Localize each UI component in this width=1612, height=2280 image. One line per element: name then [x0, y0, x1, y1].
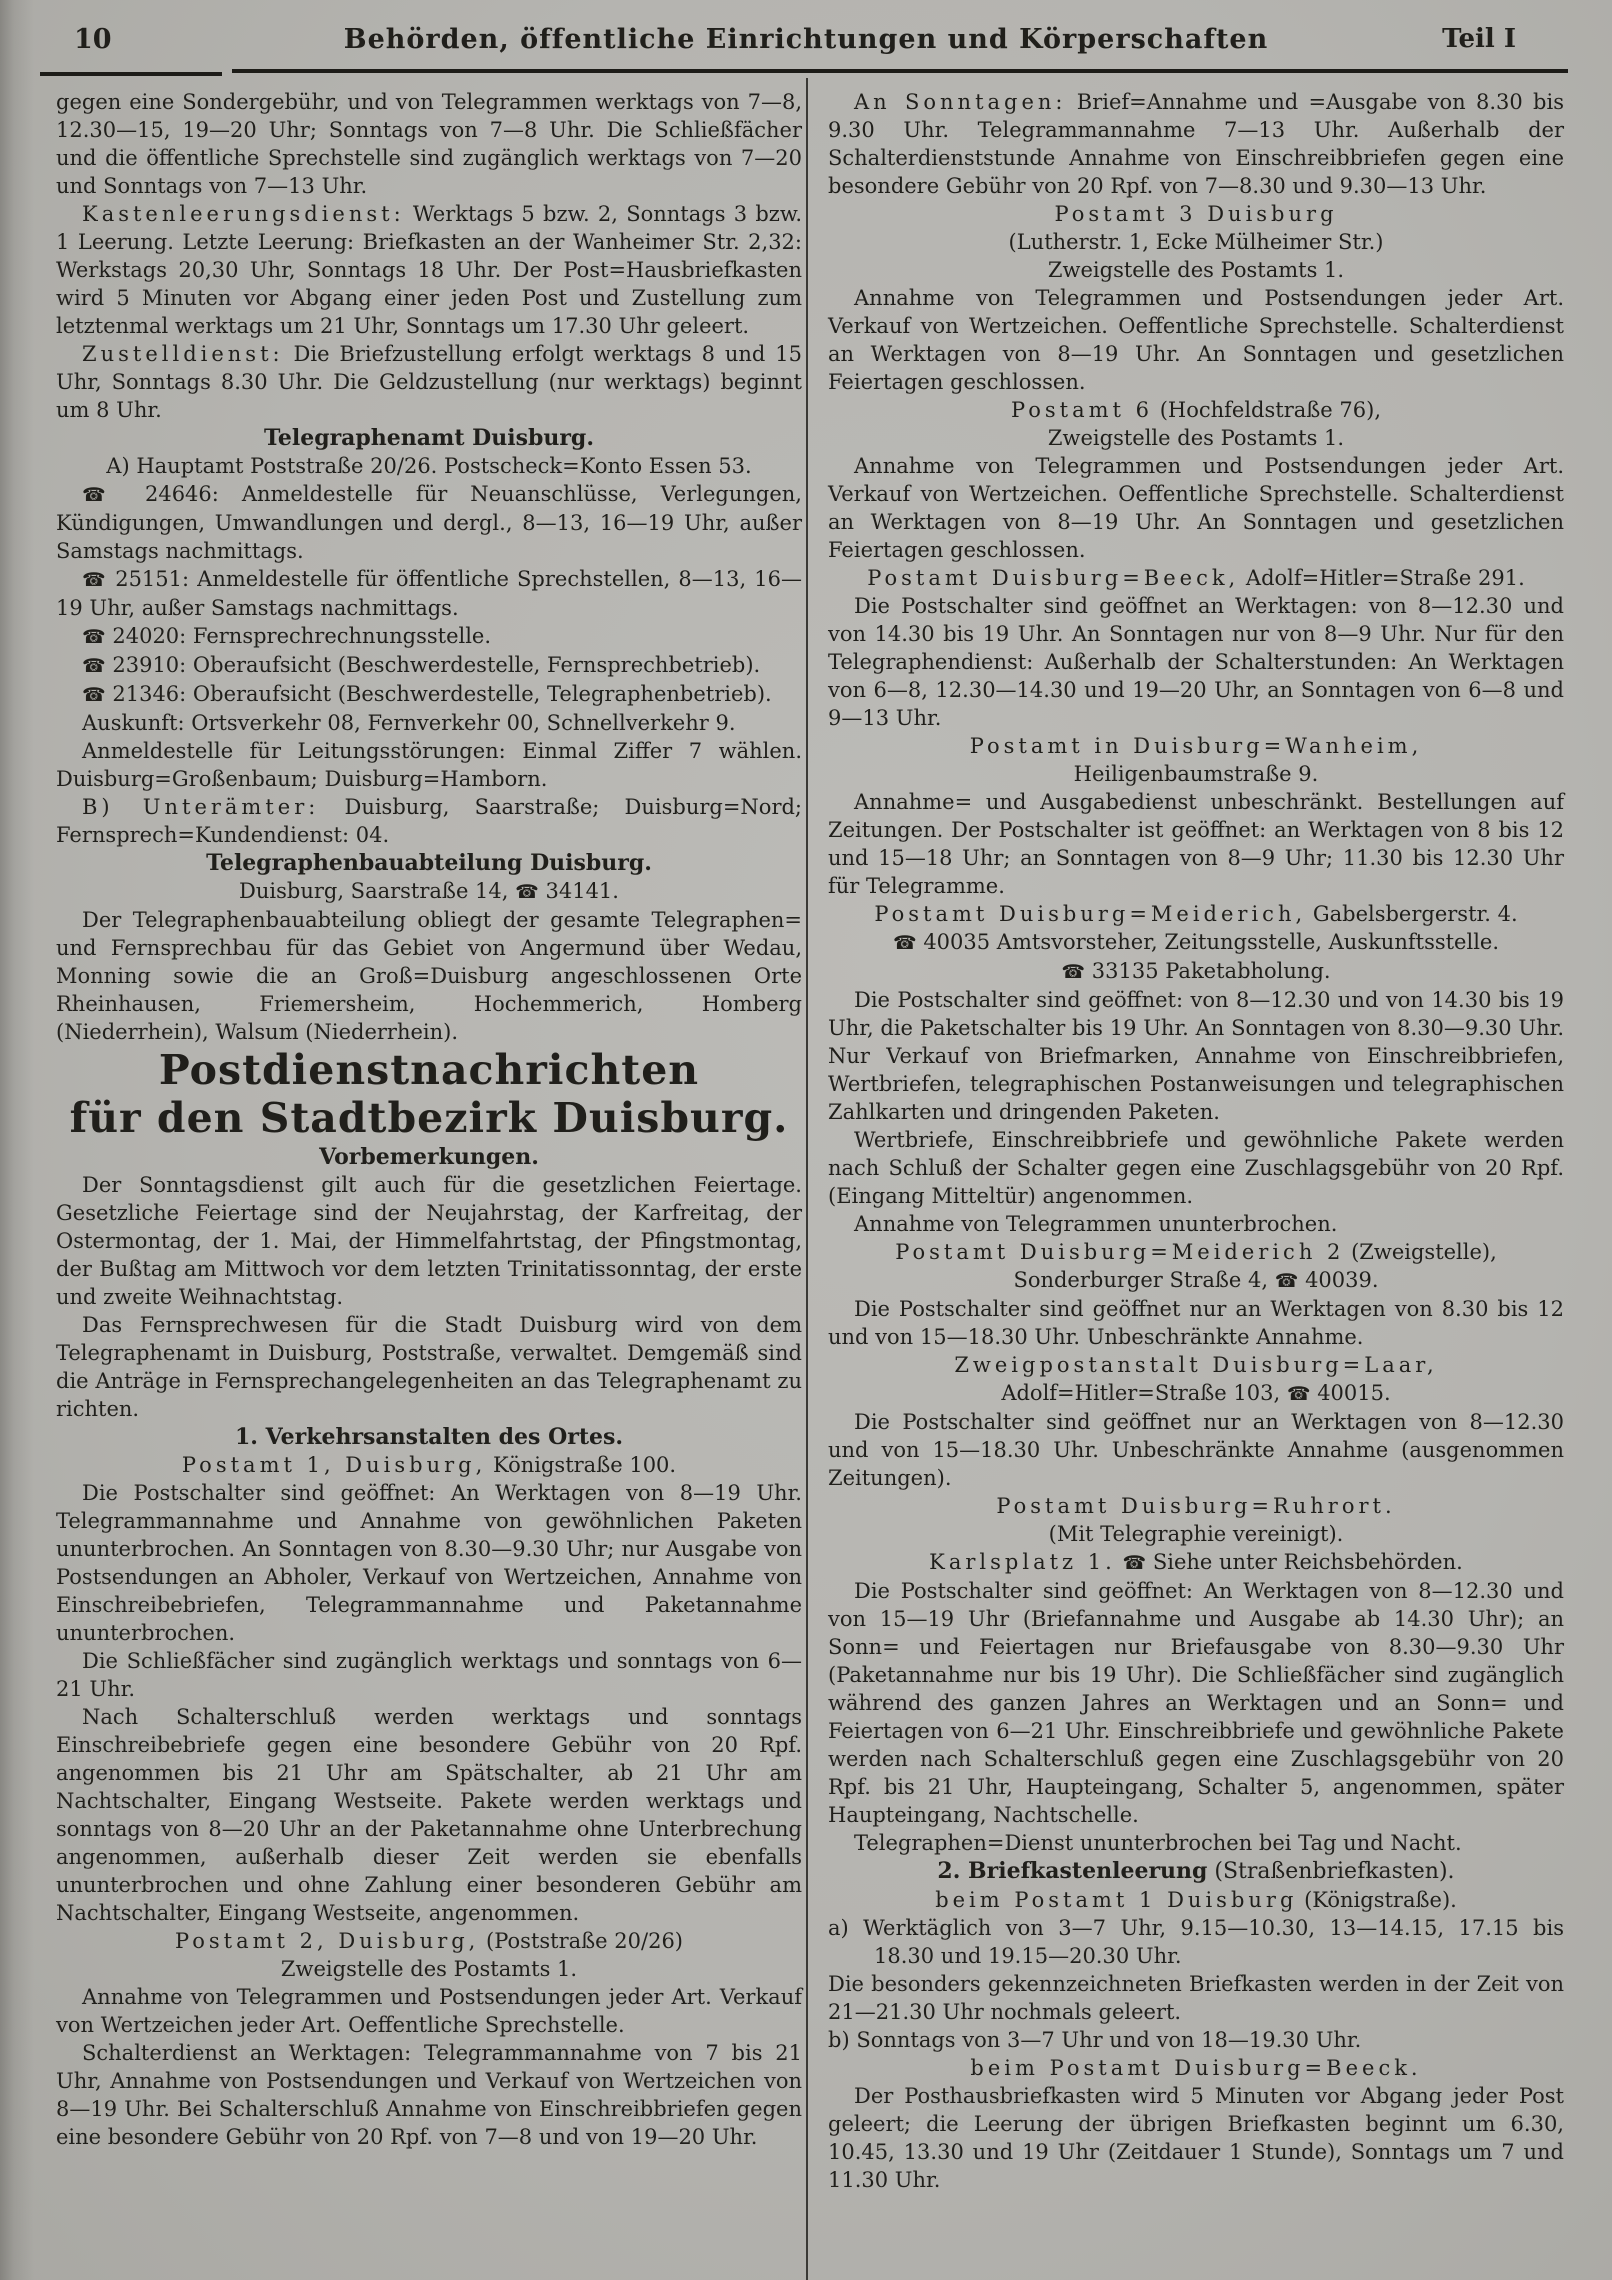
list-item: a) Werktäglich von 3—7 Uhr, 9.15—10.30, 13—14.15, 17.15 bis 18.30 und 19.15—20.30 Uhr.: [828, 1916, 1564, 1968]
list-marker: b): [828, 2028, 850, 2052]
section-heading: 1. Verkehrsanstalten des Ortes.: [234, 1423, 624, 1450]
post-office-heading: Karlsplatz 1. ☎ Siehe unter Reichsbehörden.: [929, 1550, 1463, 1574]
phone-icon: ☎: [1286, 1383, 1311, 1405]
post-office-heading: beim Postamt 1 Duisburg (Königstraße).: [935, 1888, 1457, 1912]
spaced-lead: Postamt 6: [1010, 398, 1154, 422]
phone-icon: ☎: [82, 684, 106, 706]
phone-icon: ☎: [82, 626, 106, 648]
spaced-lead: Postamt Duisburg=Ruhrort.: [996, 1494, 1396, 1518]
paragraph: Annahme= und Ausgabedienst unbeschränkt. Bestellungen auf Zeitungen. Der Postschalter ist geöffnet: an Werktagen von 8 bis 12 und 15—18 Uhr; an Sonntagen von 8—9 Uhr; 11.30 bis 12.30 Uhr für Telegramme.: [828, 790, 1564, 898]
paragraph: ☎ 24646: Anmeldestelle für Neuanschlüsse, Verlegungen, Kündigungen, Umwandlungen und dergl., 8—13, 16—19 Uhr, außer Samstags nachmittags.: [56, 482, 802, 563]
spaced-lead: Postamt Duisburg=Meiderich 2: [895, 1240, 1345, 1264]
right-column: [828, 88, 1564, 2194]
address-line: ☎ 40035 Amtsvorsteher, Zeitungsstelle, Auskunftsstelle.: [892, 930, 1500, 954]
spaced-lead: Kastenleerungsdienst:: [82, 202, 405, 226]
heading-suffix: (Straßenbriefkasten).: [1207, 1859, 1455, 1884]
paragraph: Die Postschalter sind geöffnet an Werktagen: von 8—12.30 und von 14.30 bis 19 Uhr. An Sonntagen nur von 8—9 Uhr. Nur für den Telegraphendienst: Außerhalb der Schalterstunden: An Werktagen von 6—8, 12.30—14.30 und 19—20 Uhr, an Sonntagen von 6—8 und 9—13 Uhr.: [828, 594, 1564, 730]
post-office-heading: [828, 2054, 1564, 2082]
paragraph: Schalterdienst an Werktagen: Telegrammannahme von 7 bis 21 Uhr, Annahme von Postsendungen und Verkauf von Wertzeichen von 8—19 Uhr. Bei Schalterschluß Annahme von Einschreibbriefen gegen eine besondere Gebühr von 20 Rpf. von 7—8 und von 19—20 Uhr.: [56, 2040, 802, 2149]
paragraph: Der Telegraphenbauabteilung obliegt der gesamte Telegraphen= und Fernsprechbau für das Gebiet von Angermund über Wedau, Monning sowie die an Groß=Duisburg angeschlossenen Orte Rheinhausen, Friemersheim, Hochemmerich, Homberg (Niederrhein), Walsum (Niederrhein).: [56, 908, 802, 1044]
phone-icon: ☎: [892, 932, 917, 954]
spaced-lead: Postamt in Duisburg=Wanheim,: [969, 734, 1423, 758]
paragraph: Die Postschalter sind geöffnet: An Werktagen von 8—12.30 und von 15—19 Uhr (Briefannahme und Ausgabe ab 14.30 Uhr); an Sonn= und Feiertagen nur Briefausgabe von 8.30—9.30 Uhr (Paketannahme nur bis 19 Uhr). Die Schließfächer sind zugänglich während des ganzen Jahres an Werktagen und an Sonn= und Feiertagen von 6—21 Uhr. Einschreibbriefe und gewöhnliche Pakete werden nach Schalterschluß gegen eine Zuschlagsgebühr von 20 Rpf. bis 21 Uhr, Haupteingang, Schalter 5, angenommen, später Haupteingang, Nachtschelle.: [828, 1579, 1564, 1827]
post-office-heading: [828, 1492, 1564, 1520]
paragraph: ☎ 21346: Oberaufsicht (Beschwerdestelle, Telegraphenbetrieb).: [82, 682, 772, 706]
paragraph: Die Postschalter sind geöffnet nur an Werktagen von 8.30 bis 12 und von 15—18.30 Uhr. Unbeschränkte Annahme.: [828, 1297, 1564, 1349]
paragraph: Die Postschalter sind geöffnet nur an Werktagen von 8—12.30 und von 15—18.30 Uhr. Unbeschränkte Annahme (ausgenommen Zeitungen).: [828, 1410, 1564, 1490]
paragraph: Telegraphen=Dienst ununterbrochen bei Tag und Nacht.: [854, 1831, 1462, 1855]
address-line: Zweigstelle des Postamts 1.: [1047, 258, 1345, 282]
post-office-heading: Postamt 1, Duisburg, Königstraße 100.: [181, 1452, 677, 1477]
post-office-heading: [828, 732, 1564, 760]
header-rule-left: [40, 72, 222, 76]
address-line: Adolf=Hitler=Straße 103, ☎ 40015.: [1001, 1381, 1391, 1405]
section-heading: 2. Briefkastenleerung (Straßenbriefkasten).: [937, 1858, 1455, 1884]
paragraph: gegen eine Sondergebühr, und von Telegrammen werktags von 7—8, 12.30—15, 19—20 Uhr; Sonntags von 7—8 Uhr. Die Schließfächer und die öffentliche Sprechstelle sind zugänglich werktags von 7—20 und Sonntags von 7—13 Uhr.: [56, 90, 802, 198]
address-line: Heiligenbaumstraße 9.: [1073, 762, 1319, 786]
spaced-lead: beim Postamt Duisburg=Beeck.: [970, 2056, 1422, 2080]
paragraph: Auskunft: Ortsverkehr 08, Fernverkehr 00, Schnellverkehr 9.: [82, 711, 736, 735]
paragraph: Zustelldienst: Die Briefzustellung erfolgt werktags 8 und 15 Uhr, Sonntags 8.30 Uhr. Die Geldzustellung (nur werktags) beginnt um 8 Uhr.: [56, 342, 802, 422]
address-line: Zweigstelle des Postamts 1.: [1047, 426, 1345, 450]
paragraph: Anmeldestelle für Leitungsstörungen: Einmal Ziffer 7 wählen. Duisburg=Großenbaum; Duisburg=Hamborn.: [56, 739, 802, 791]
note-paragraph: Die besonders gekennzeichneten Briefkasten werden in der Zeit von 21—21.30 Uhr nochmals geleert.: [828, 1972, 1564, 2024]
paragraph: ☎ 23910: Oberaufsicht (Beschwerdestelle, Fernsprechbetrieb).: [82, 653, 761, 677]
paragraph: Annahme von Telegrammen und Postsendungen jeder Art. Verkauf von Wertzeichen jeder Art. Oeffentliche Sprechstelle.: [56, 1984, 802, 2037]
spaced-lead: Postamt 2, Duisburg,: [174, 1928, 480, 1953]
spaced-lead: Zustelldienst:: [82, 342, 284, 366]
spaced-lead: Zweigpostanstalt Duisburg=Laar,: [954, 1353, 1438, 1377]
column-divider: [806, 78, 808, 2280]
address-line: Zweigstelle des Postamts 1.: [280, 1956, 578, 1981]
list-item: b) Sonntags von 3—7 Uhr und von 18—19.30 Uhr.: [828, 2028, 1362, 2052]
address-line: Duisburg, Saarstraße 14, ☎ 34141.: [239, 879, 619, 903]
phone-icon: ☎: [1122, 1552, 1147, 1574]
paragraph: Annahme von Telegrammen ununterbrochen.: [854, 1212, 1338, 1236]
post-office-heading: Postamt Duisburg=Meiderich 2 (Zweigstelle),: [895, 1240, 1497, 1264]
paragraph: Das Fernsprechwesen für die Stadt Duisburg wird von dem Telegraphenamt in Duisburg, Poststraße, verwaltet. Demgemäß sind die Anträge in Fernsprechangelegenheiten an das Telegraphenamt zu richten.: [56, 1312, 802, 1421]
paragraph: Annahme von Telegrammen und Postsendungen jeder Art. Verkauf von Wertzeichen. Oeffentliche Sprechstelle. Schalterdienst an Werktagen von 8—19 Uhr. An Sonntagen und gesetzlichen Feiertagen geschlossen.: [828, 454, 1564, 562]
section-heading: Vorbemerkungen.: [319, 1143, 539, 1170]
running-header: Behörden, öffentliche Einrichtungen und Körperschaften: [343, 24, 1269, 55]
spaced-lead: beim Postamt 1 Duisburg: [935, 1888, 1298, 1912]
paragraph: Der Posthausbriefkasten wird 5 Minuten vor Abgang jeder Post geleert; die Leerung der übrigen Briefkasten beginnt um 6.30, 10.45, 13.30 und 19 Uhr (Zeitdauer 1 Stunde), Sonntags um 7 und 11.30 Uhr.: [828, 2084, 1564, 2192]
post-office-heading: Postamt 6 (Hochfeldstraße 76),: [1010, 398, 1381, 422]
address-line: (Lutherstr. 1, Ecke Mülheimer Str.): [1008, 230, 1384, 254]
spaced-lead: Karlsplatz 1.: [929, 1550, 1116, 1574]
paragraph: Die Postschalter sind geöffnet: von 8—12.30 und von 14.30 bis 19 Uhr, die Paketschalter bis 19 Uhr. An Sonntagen von 8.30—9.30 Uhr. Nur Verkauf von Briefmarken, Annahme von Einschreibbriefen, Wertbriefen, telegraphischen Postanweisungen und telegraphischen Zahlkarten und dringenden Paketen.: [828, 988, 1564, 1124]
spaced-lead: Postamt 3 Duisburg: [1054, 202, 1338, 226]
paragraph: Der Sonntagsdienst gilt auch für die gesetzlichen Feiertage. Gesetzliche Feiertage sind der Neujahrstag, der Karfreitag, der Ostermontag, der 1. Mai, der Himmelfahrtstag, der Pfingstmontag, der Bußtag am Mittwoch vor dem letzten Trinitatissonntag, der erste und zweite Weihnachtstag.: [56, 1172, 802, 1309]
paragraph: ☎ 25151: Anmeldestelle für öffentliche Sprechstellen, 8—13, 16—19 Uhr, außer Samstags nachmittags.: [56, 567, 802, 620]
post-office-heading: [828, 200, 1564, 228]
left-column: [56, 88, 802, 2151]
post-office-heading: Postamt 2, Duisburg, (Poststraße 20/26): [174, 1928, 683, 1953]
phone-icon: ☎: [82, 569, 108, 591]
spaced-lead: An Sonntagen:: [854, 90, 1067, 114]
phone-icon: ☎: [1274, 1270, 1299, 1292]
paragraph: ☎ 24020: Fernsprechrechnungsstelle.: [82, 624, 492, 648]
paragraph: Annahme von Telegrammen und Postsendungen jeder Art. Verkauf von Wertzeichen. Oeffentliche Sprechstelle. Schalterdienst an Werktagen von 8—19 Uhr. An Sonntagen und gesetzlichen Feiertagen geschlossen.: [828, 286, 1564, 394]
paragraph: Die Postschalter sind geöffnet: An Werktagen von 8—19 Uhr. Telegrammannahme und Annahme von gewöhnlichen Paketen ununterbrochen. An Sonntagen von 8.30—9.30 Uhr; nur Ausgabe von Postsendungen an Abholer, Verkauf von Wertzeichen, Annahme von Einschreibebriefen, Telegrammannahme und Paketannahme ununterbrochen.: [56, 1480, 802, 1645]
phone-icon: ☎: [515, 881, 539, 903]
spaced-lead: Postamt Duisburg=Beeck,: [867, 566, 1240, 590]
paragraph: B) Unterämter: Duisburg, Saarstraße; Duisburg=Nord; Fernsprech=Kundendienst: 04.: [56, 795, 803, 847]
phone-icon: ☎: [82, 484, 122, 506]
header-rule-main: [232, 69, 1568, 73]
post-office-heading: Postamt Duisburg=Beeck, Adolf=Hitler=Straße 291.: [867, 566, 1525, 590]
post-office-heading: Postamt Duisburg=Meiderich, Gabelsbergerstr. 4.: [874, 902, 1518, 926]
paragraph: Wertbriefe, Einschreibbriefe und gewöhnliche Pakete werden nach Schluß der Schalter gegen eine Zuschlagsgebühr von 20 Rpf. (Eingang Mitteltür) angenommen.: [828, 1128, 1564, 1208]
paragraph: Die Schließfächer sind zugänglich werktags und sonntags von 6—21 Uhr.: [56, 1648, 802, 1701]
phone-icon: ☎: [82, 655, 106, 677]
address-line: A) Hauptamt Poststraße 20/26. Postscheck=Konto Essen 53.: [106, 454, 752, 478]
section-heading: Telegraphenamt Duisburg.: [264, 425, 594, 451]
section-heading: Telegraphenbauabteilung Duisburg.: [206, 850, 652, 876]
phone-icon: ☎: [1061, 961, 1086, 983]
spaced-lead: Postamt 1, Duisburg,: [181, 1452, 487, 1477]
address-line: ☎ 33135 Paketabholung.: [1061, 959, 1331, 983]
spaced-lead: B) Unterämter:: [82, 795, 320, 819]
list-marker: a): [828, 1916, 849, 1940]
part-label: Teil I: [1442, 24, 1516, 54]
address-line: (Mit Telegraphie vereinigt).: [1048, 1522, 1344, 1546]
main-title: Postdienstnachrichten für den Stadtbezirk Duisburg.: [69, 1046, 789, 1143]
post-office-heading: [828, 1351, 1564, 1379]
paragraph: Kastenleerungsdienst: Werktags 5 bzw. 2, Sonntags 3 bzw. 1 Leerung. Letzte Leerung: Briefkasten an der Wanheimer Str. 2,32: Werkstags 20,30 Uhr, Sonntags 18 Uhr. Der Post=Hausbriefkasten wird 5 Minuten vor Abgang einer jeden Post und Zustellung zum letztenmal werktags um 21 Uhr, Sonntags um 17.30 Uhr geleert.: [56, 202, 802, 338]
spaced-lead: Postamt Duisburg=Meiderich,: [874, 902, 1307, 926]
paragraph: An Sonntagen: Brief=Annahme und =Ausgabe von 8.30 bis 9.30 Uhr. Telegrammannahme 7—13 Uhr. Außerhalb der Schalterdienststunde Annahme von Einschreibbriefen gegen eine besondere Gebühr von 20 Rpf. von 7—8.30 und 9.30—13 Uhr.: [828, 90, 1564, 198]
page-number: 10: [74, 24, 112, 55]
address-line: Sonderburger Straße 4, ☎ 40039.: [1013, 1268, 1379, 1292]
paragraph: Nach Schalterschluß werden werktags und sonntags Einschreibebriefe gegen eine besondere Gebühr von 20 Rpf. angenommen bis 21 Uhr am Spätschalter, ab 21 Uhr am Nachtschalter, Eingang Westseite. Pakete werden werktags und sonntags von 8—20 Uhr an der Paketannahme ohne Unterbrechung angenommen, außerhalb dieser Zeit werden sie ebenfalls ununterbrochen und ohne Zahlung einer besonderen Gebühr am Nachtschalter, Eingang Westseite, angenommen.: [56, 1704, 802, 1925]
